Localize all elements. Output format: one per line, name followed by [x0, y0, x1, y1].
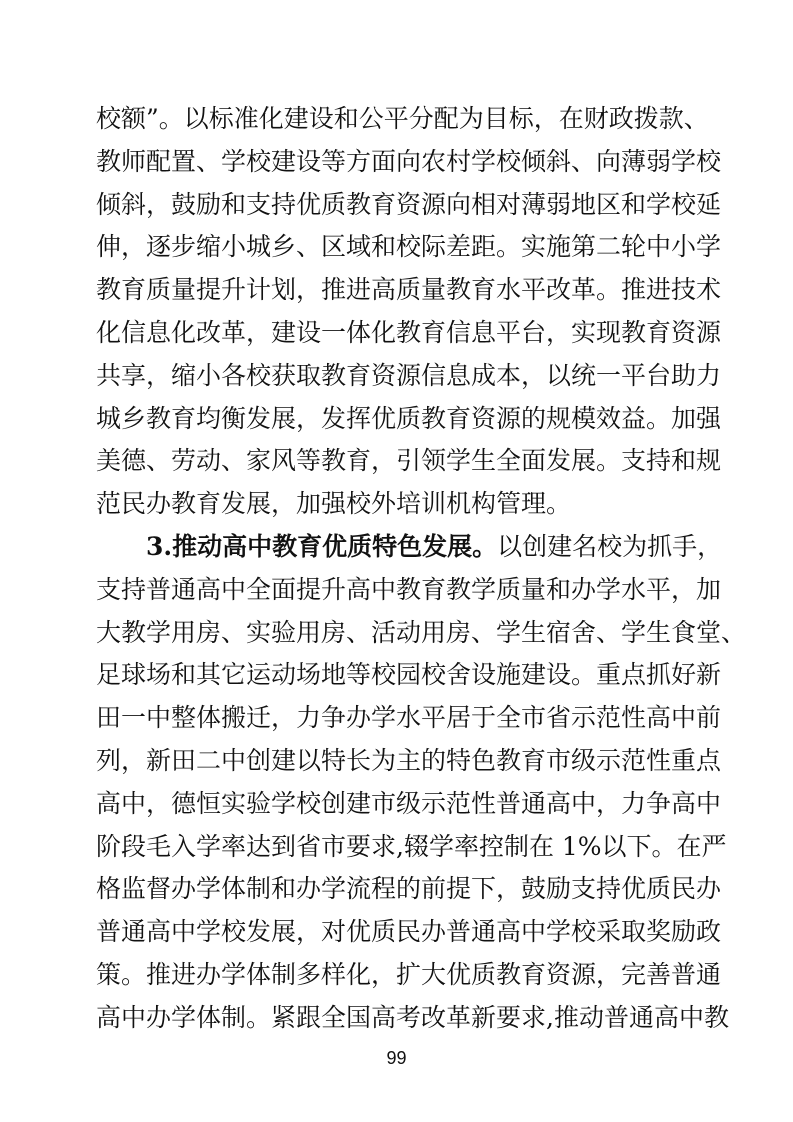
text-line: 伸，逐步缩小城乡、区域和校际差距。实施第二轮中小学	[96, 232, 722, 262]
text-line: 高中，德恒实验学校创建市级示范性普通高中，力争高中	[96, 788, 722, 818]
text-line: 范民办教育发展，加强校外培训机构管理。	[96, 489, 572, 519]
text-line: 倾斜，鼓励和支持优质教育资源向相对薄弱地区和学校延	[96, 189, 722, 219]
text-line: 校额”。以标准化建设和公平分配为目标，在财政拨款、	[96, 104, 709, 133]
text-line: 支持普通高中全面提升高中教育教学质量和办学水平，加	[96, 574, 722, 604]
heading-line-text: 以创建名校为抓手，	[497, 531, 723, 561]
text-line: 列，新田二中创建以特长为主的特色教育市级示范性重点	[96, 745, 722, 775]
body-text	[96, 98, 747, 1040]
text-line: 高中办学体制。紧跟全国高考改革新要求,推动普通高中教	[96, 1002, 729, 1032]
section-heading: 3.推动高中教育优质特色发展。	[146, 531, 498, 561]
text-line: 阶段毛入学率达到省市要求,辍学率控制在 1%以下。在严	[96, 831, 727, 861]
text-line: 足球场和其它运动场地等校园校舍设施建设。重点抓好新	[96, 660, 722, 690]
text-line: 大教学用房、实验用房、活动用房、学生宿舍、学生食堂、	[96, 617, 747, 647]
text-line: 教育质量提升计划，推进高质量教育水平改革。推进技术	[96, 275, 722, 305]
page-number: 99	[386, 1048, 407, 1068]
text-line: 格监督办学体制和办学流程的前提下，鼓励支持优质民办	[96, 874, 722, 904]
section-heading-line	[96, 526, 723, 569]
text-line: 城乡教育均衡发展，发挥优质教育资源的规模效益。加强	[96, 403, 722, 433]
text-line: 教师配置、学校建设等方面向农村学校倾斜、向薄弱学校	[96, 146, 722, 176]
text-line: 共享，缩小各校获取教育资源信息成本，以统一平台助力	[96, 360, 722, 390]
paragraph-1	[96, 98, 722, 526]
text-line: 田一中整体搬迁，力争办学水平居于全市省示范性高中前	[96, 703, 722, 733]
text-line: 普通高中学校发展，对优质民办普通高中学校采取奖励政	[96, 917, 722, 947]
paragraph-2	[96, 526, 747, 1040]
text-line: 化信息化改革，建设一体化教育信息平台，实现教育资源	[96, 317, 722, 347]
text-line: 策。推进办学体制多样化，扩大优质教育资源，完善普通	[96, 959, 722, 989]
text-line: 美德、劳动、家风等教育，引领学生全面发展。支持和规	[96, 446, 722, 476]
